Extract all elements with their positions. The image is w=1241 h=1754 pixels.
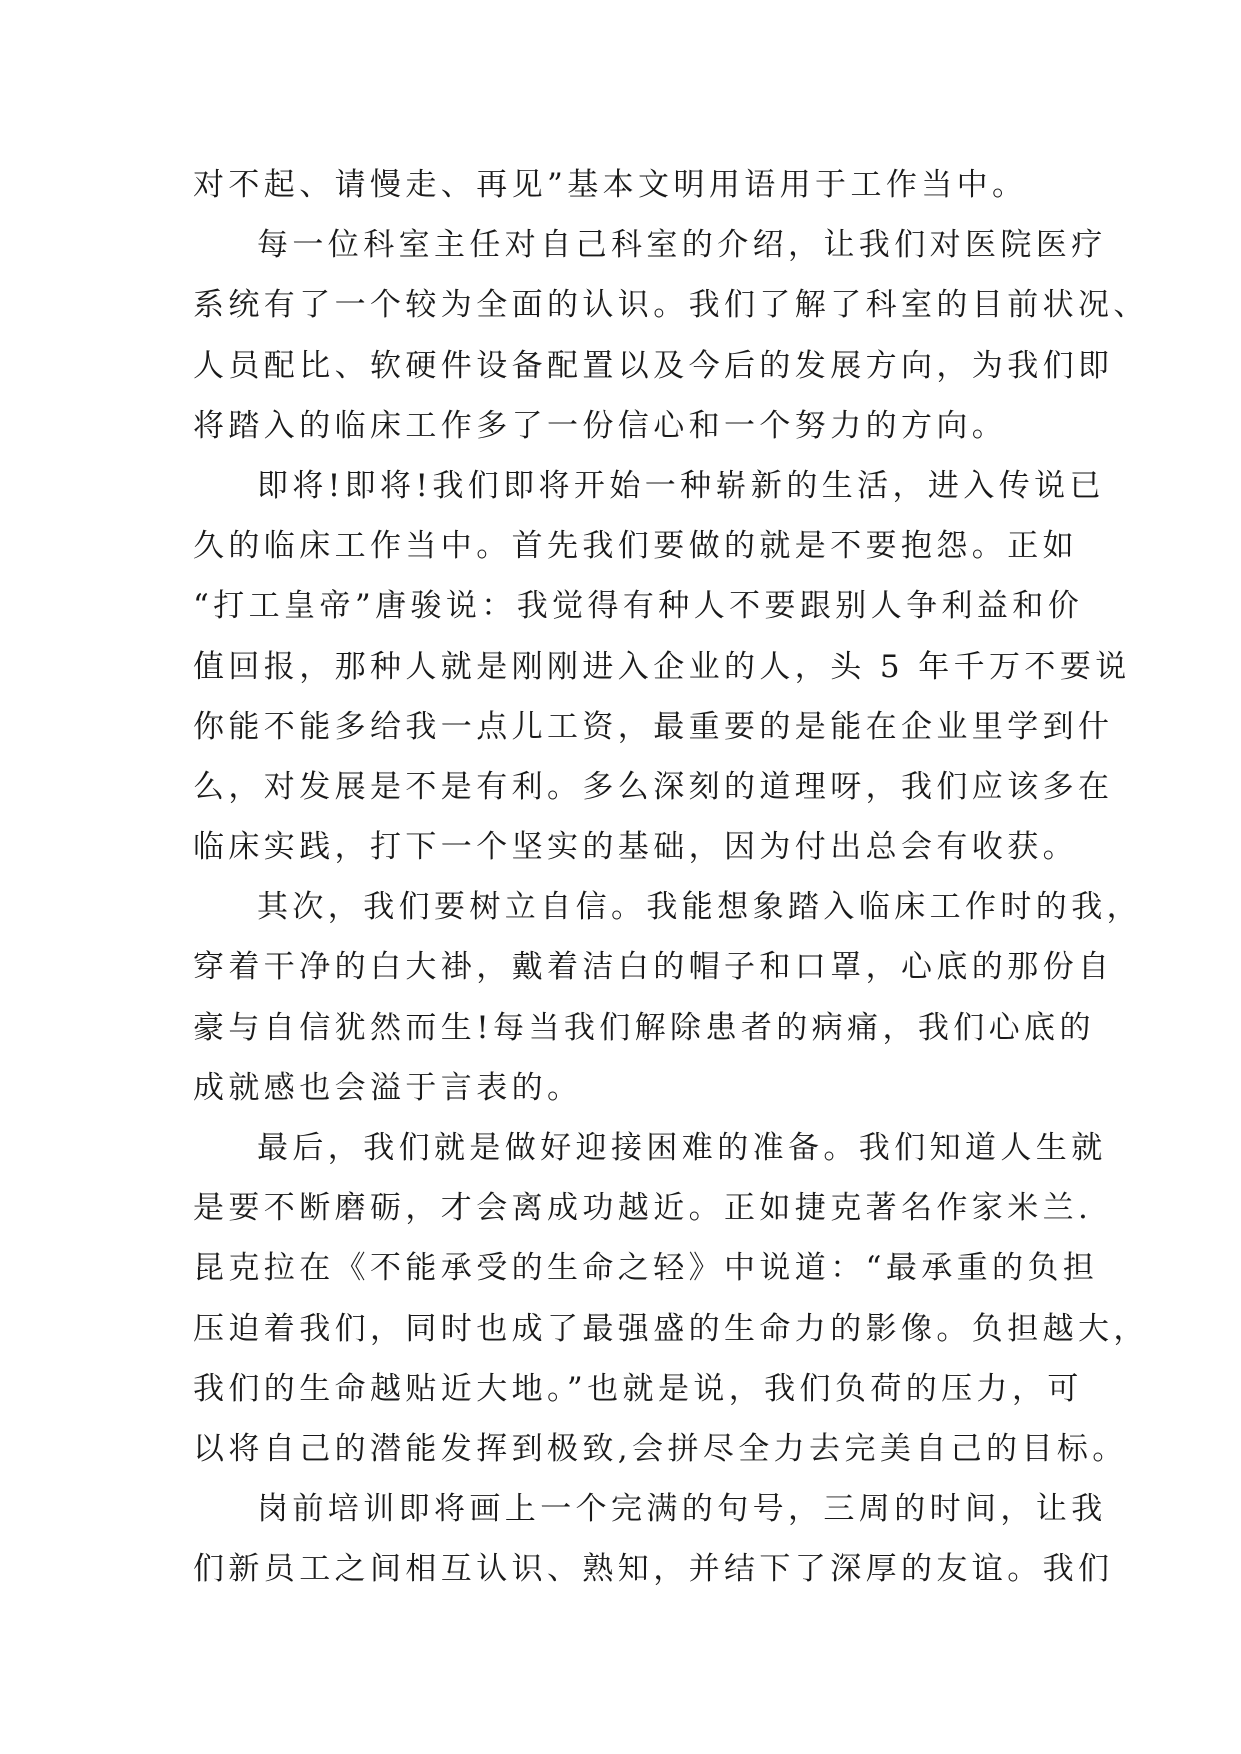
text-line-24: 们新员工之间相互认识、熟知，并结下了深厚的友谊。我们 xyxy=(193,1551,1114,1588)
paragraph-start-line-23: 岗前培训即将画上一个完满的句号，三周的时间，让我 xyxy=(257,1491,1107,1528)
paragraph-start-line-17: 最后，我们就是做好迎接困难的准备。我们知道人生就 xyxy=(257,1130,1107,1166)
text-line-19: 昆克拉在《不能承受的生命之轻》中说道：“最承重的负担 xyxy=(193,1250,1099,1287)
paragraph-start-line-2: 每一位科室主任对自己科室的介绍，让我们对医院医疗 xyxy=(257,227,1107,264)
text-line-1: 对不起、请慢走、再见”基本文明用语用于工作当中。 xyxy=(193,167,1028,203)
text-line-12: 临床实践，打下一个坚实的基础，因为付出总会有收获。 xyxy=(193,829,1078,866)
text-line-8: “打工皇帝”唐骏说：我觉得有种人不要跟别人争利益和价 xyxy=(193,588,1084,625)
text-line-20: 压迫着我们，同时也成了最强盛的生命力的影像。负担越大， xyxy=(193,1310,1149,1347)
paragraph-start-line-13: 其次，我们要树立自信。我能想象踏入临床工作时的我， xyxy=(257,889,1142,926)
text-line-9: 值回报，那种人就是刚刚进入企业的人，头 5 年千万不要说 xyxy=(193,648,1131,685)
text-line-21: 我们的生命越贴近大地。”也就是说，我们负荷的压力，可 xyxy=(193,1370,1083,1407)
text-line-22: 以将自己的潜能发挥到极致,会拼尽全力去完美自己的目标。 xyxy=(193,1430,1128,1467)
text-line-10: 你能不能多给我一点儿工资，最重要的是能在企业里学到什 xyxy=(193,708,1114,745)
body-text xyxy=(193,155,1149,1600)
text-line-5: 将踏入的临床工作多了一份信心和一个努力的方向。 xyxy=(193,407,1008,444)
text-line-16: 成就感也会溢于言表的。 xyxy=(193,1069,583,1106)
text-line-7: 久的临床工作当中。首先我们要做的就是不要抱怨。正如 xyxy=(193,528,1078,565)
text-line-18: 是要不断磨砺，才会离成功越近。正如捷克著名作家米兰. xyxy=(193,1190,1093,1227)
text-line-4: 人员配比、软硬件设备配置以及今后的发展方向，为我们即 xyxy=(193,347,1114,384)
text-line-15: 豪与自信犹然而生!每当我们解除患者的病痛，我们心底的 xyxy=(193,1009,1095,1046)
text-line-3: 系统有了一个较为全面的认识。我们了解了科室的目前状况、 xyxy=(193,287,1149,324)
text-line-11: 么，对发展是不是有利。多么深刻的道理呀，我们应该多在 xyxy=(193,768,1114,805)
text-line-14: 穿着干净的白大褂，戴着洁白的帽子和口罩，心底的那份自 xyxy=(193,949,1114,986)
paragraph-start-line-6: 即将!即将!我们即将开始一种崭新的生活，进入传说已 xyxy=(257,467,1105,504)
